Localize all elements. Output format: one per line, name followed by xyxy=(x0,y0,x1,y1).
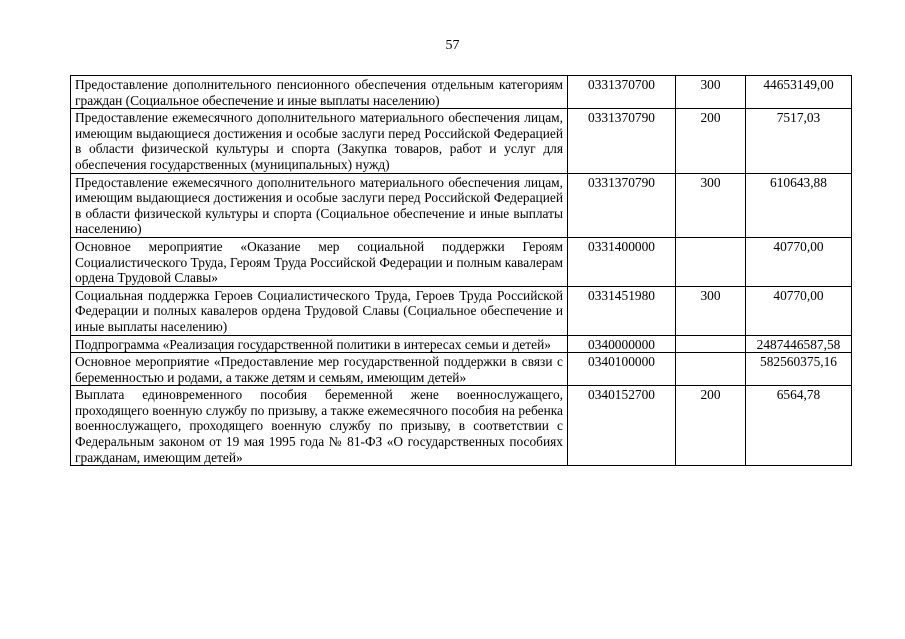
row-code: 0331370790 xyxy=(568,173,676,237)
row-type: 200 xyxy=(676,386,746,466)
row-name: Социальная поддержка Героев Социалистического Труда, Героев Труда Российской Федерации и полных кавалеров ордена Трудовой Славы (Социальное обеспечение и иные выплаты населению) xyxy=(71,286,568,335)
row-name: Подпрограмма «Реализация государственной политики в интересах семьи и детей» xyxy=(71,335,568,353)
row-code: 0340100000 xyxy=(568,353,676,386)
row-amount: 40770,00 xyxy=(746,237,852,286)
row-amount: 44653149,00 xyxy=(746,76,852,109)
row-type: 300 xyxy=(676,76,746,109)
row-amount: 40770,00 xyxy=(746,286,852,335)
row-amount: 6564,78 xyxy=(746,386,852,466)
page-number: 57 xyxy=(445,38,460,53)
row-amount: 610643,88 xyxy=(746,173,852,237)
row-amount: 7517,03 xyxy=(746,109,852,173)
row-name: Выплата единовременного пособия беременной жене военнослужащего, проходящего военную службу по призыву, а также ежемесячного пособия на ребенка военнослужащего, проходящего военную службу по призыву, в соответствии с Федеральным законом от 19 мая 1995 года № 81-ФЗ «О государственных пособиях гражданам, имеющим детей» xyxy=(71,386,568,466)
row-name: Предоставление ежемесячного дополнительного материального обеспечения лицам, имеющим выдающиеся достижения и особые заслуги перед Российской Федерацией в области физической культуры и спорта (Закупка товаров, работ и услуг для обеспечения государственных (муниципальных) нужд) xyxy=(71,109,568,173)
table-row xyxy=(71,335,852,353)
row-code: 0340000000 xyxy=(568,335,676,353)
row-type xyxy=(676,237,746,286)
row-code: 0331370700 xyxy=(568,76,676,109)
table-row xyxy=(71,286,852,335)
row-code: 0331400000 xyxy=(568,237,676,286)
row-type: 300 xyxy=(676,173,746,237)
row-name: Основное мероприятие «Предоставление мер государственной поддержки в связи с беременностью и родами, а также детям и семьям, имеющим детей» xyxy=(71,353,568,386)
row-type xyxy=(676,335,746,353)
row-code: 0331451980 xyxy=(568,286,676,335)
row-type: 200 xyxy=(676,109,746,173)
table-row xyxy=(71,109,852,173)
table-row xyxy=(71,353,852,386)
row-name: Основное мероприятие «Оказание мер социальной поддержки Героям Социалистического Труда, Героям Труда Российской Федерации и полным кавалерам ордена Трудовой Славы» xyxy=(71,237,568,286)
budget-table xyxy=(70,75,852,466)
row-name: Предоставление дополнительного пенсионного обеспечения отдельным категориям граждан (Социальное обеспечение и иные выплаты населению) xyxy=(71,76,568,109)
row-code: 0331370790 xyxy=(568,109,676,173)
row-code: 0340152700 xyxy=(568,386,676,466)
table-row xyxy=(71,173,852,237)
table-row xyxy=(71,386,852,466)
table-row xyxy=(71,76,852,109)
row-amount: 2487446587,58 xyxy=(746,335,852,353)
row-amount: 582560375,16 xyxy=(746,353,852,386)
row-name: Предоставление ежемесячного дополнительного материального обеспечения лицам, имеющим выдающиеся достижения и особые заслуги перед Российской Федерацией в области физической культуры и спорта (Социальное обеспечение и иные выплаты населению) xyxy=(71,173,568,237)
row-type: 300 xyxy=(676,286,746,335)
table-row xyxy=(71,237,852,286)
row-type xyxy=(676,353,746,386)
